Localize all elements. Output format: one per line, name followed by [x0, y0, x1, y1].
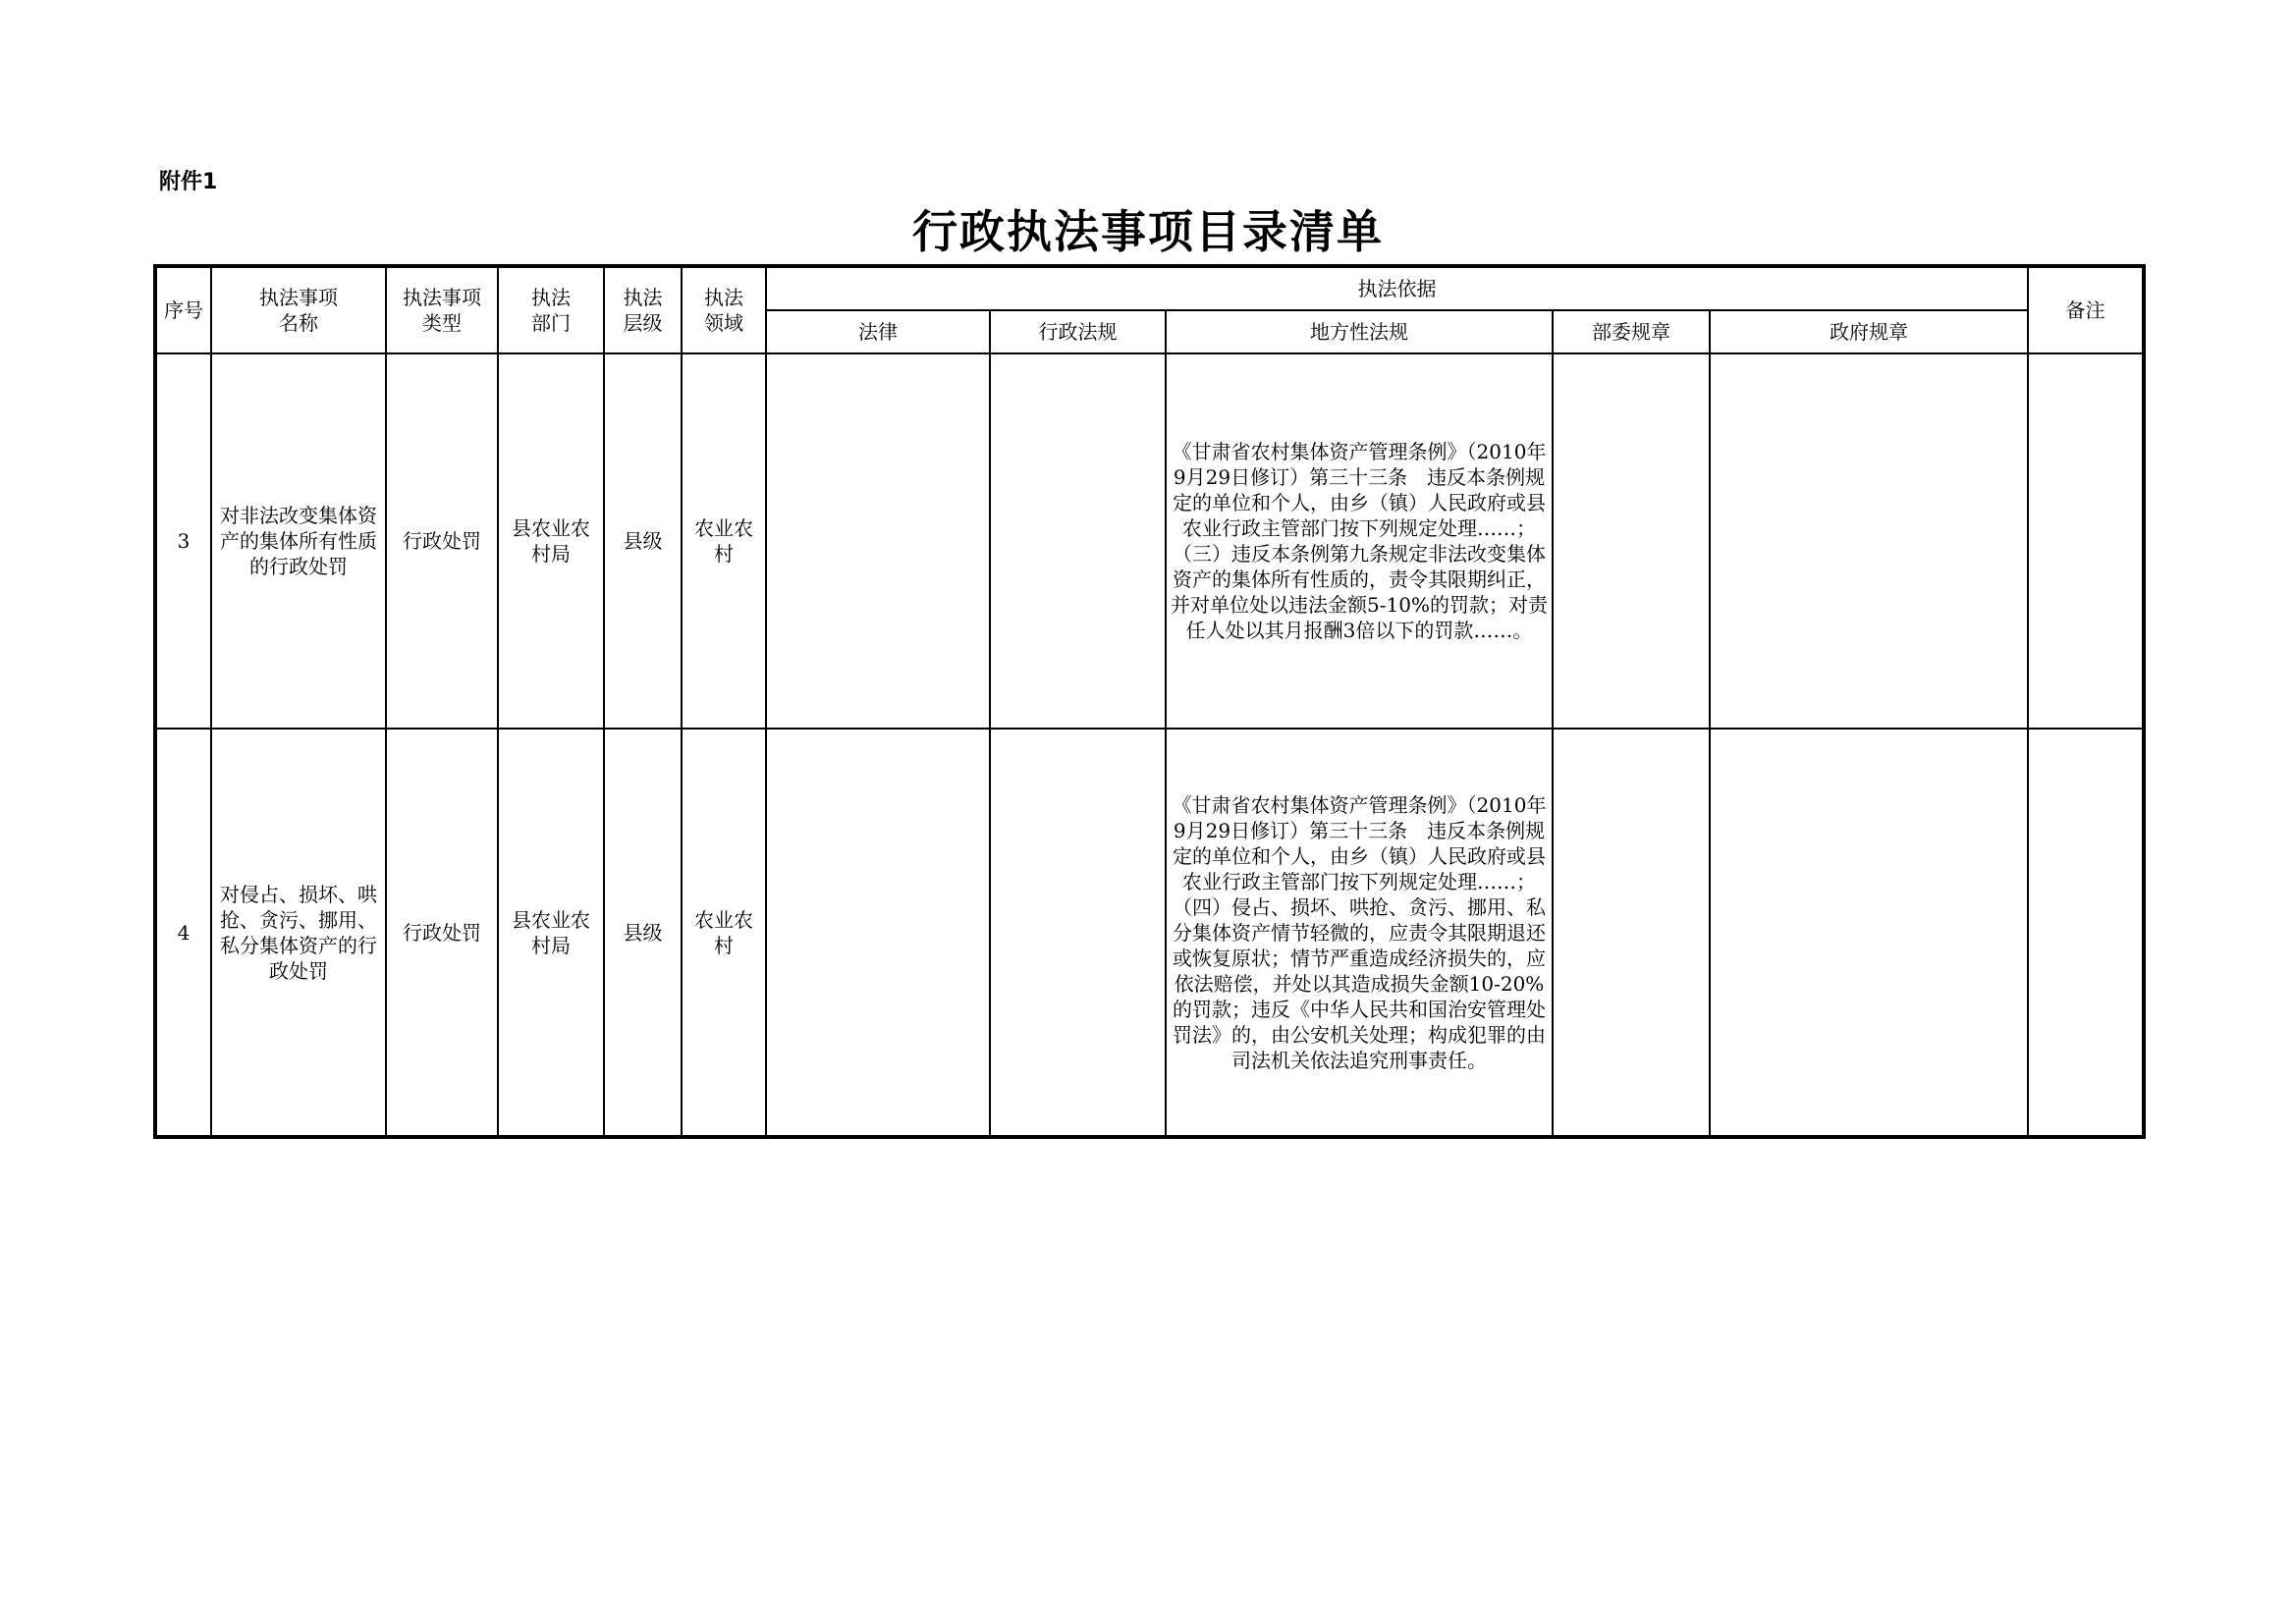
cell-item-type: 行政处罚 — [386, 729, 498, 1136]
header-row-1 — [156, 267, 2143, 310]
cell-admin-reg — [990, 729, 1166, 1136]
header-level-l1: 执法 — [623, 286, 663, 309]
header-item-name-l2: 名称 — [279, 311, 318, 335]
cell-level: 县级 — [604, 729, 682, 1136]
header-field — [682, 267, 766, 353]
header-remark: 备注 — [2028, 267, 2143, 353]
header-level — [604, 267, 682, 353]
cell-dept-rule — [1553, 353, 1710, 729]
header-item-type-l1: 执法事项 — [403, 286, 481, 309]
cell-gov-rule — [1710, 729, 2028, 1136]
cell-item-type: 行政处罚 — [386, 353, 498, 729]
header-item-type-l2: 类型 — [422, 311, 462, 335]
cell-no: 4 — [156, 729, 211, 1136]
enforcement-items-table — [155, 266, 2144, 1137]
header-item-type — [386, 267, 498, 353]
cell-remark — [2028, 729, 2143, 1136]
cell-dept-rule — [1553, 729, 1710, 1136]
cell-dept: 县农业农村局 — [498, 729, 604, 1136]
cell-dept: 县农业农村局 — [498, 353, 604, 729]
cell-local-reg: 《甘肃省农村集体资产管理条例》（2010年9月29日修订）第三十三条 违反本条例规定的单位和个人，由乡（镇）人民政府或县农业行政主管部门按下列规定处理……；（四）侵占、损坏、哄抢、贪污、挪用、私分集体资产情节轻微的，应责令其限期退还或恢复原状；情节严重造成经济损失的，应依法赔偿，并处以其造成损失金额10-20%的罚款；违反《中华人民共和国治安管理处罚法》的，由公安机关处理；构成犯罪的由司法机关依法追究刑事责任。 — [1166, 729, 1553, 1136]
cell-item-name: 对非法改变集体资产的集体所有性质的行政处罚 — [211, 353, 386, 729]
header-level-l2: 层级 — [623, 311, 663, 335]
header-dept-l1: 执法 — [531, 286, 571, 309]
cell-local-reg: 《甘肃省农村集体资产管理条例》（2010年9月29日修订）第三十三条 违反本条例规定的单位和个人，由乡（镇）人民政府或县农业行政主管部门按下列规定处理……；（三）违反本条例第九条规定非法改变集体资产的集体所有性质的，责令其限期纠正，并对单位处以违法金额5-10%的罚款；对责任人处以其月报酬3倍以下的罚款……。 — [1166, 353, 1553, 729]
header-field-l1: 执法 — [704, 286, 743, 309]
header-basis: 执法依据 — [766, 267, 2028, 310]
cell-level: 县级 — [604, 353, 682, 729]
cell-field: 农业农村 — [682, 353, 766, 729]
table-row — [156, 729, 2143, 1136]
header-law: 法律 — [766, 310, 990, 353]
cell-law — [766, 353, 990, 729]
attachment-label: 附件1 — [159, 170, 218, 194]
header-item-name-l1: 执法事项 — [259, 286, 338, 309]
cell-item-name: 对侵占、损坏、哄抢、贪污、挪用、私分集体资产的行政处罚 — [211, 729, 386, 1136]
cell-gov-rule — [1710, 353, 2028, 729]
header-local-reg: 地方性法规 — [1166, 310, 1553, 353]
header-no: 序号 — [156, 267, 211, 353]
cell-law — [766, 729, 990, 1136]
page-title: 行政执法事项目录清单 — [912, 205, 1384, 258]
header-dept-l2: 部门 — [531, 311, 571, 335]
header-gov-rule: 政府规章 — [1710, 310, 2028, 353]
header-dept — [498, 267, 604, 353]
cell-no: 3 — [156, 353, 211, 729]
table-row — [156, 353, 2143, 729]
header-dept-rule: 部委规章 — [1553, 310, 1710, 353]
header-field-l2: 领域 — [704, 311, 743, 335]
cell-admin-reg — [990, 353, 1166, 729]
header-admin-reg: 行政法规 — [990, 310, 1166, 353]
cell-remark — [2028, 353, 2143, 729]
cell-field: 农业农村 — [682, 729, 766, 1136]
header-item-name — [211, 267, 386, 353]
